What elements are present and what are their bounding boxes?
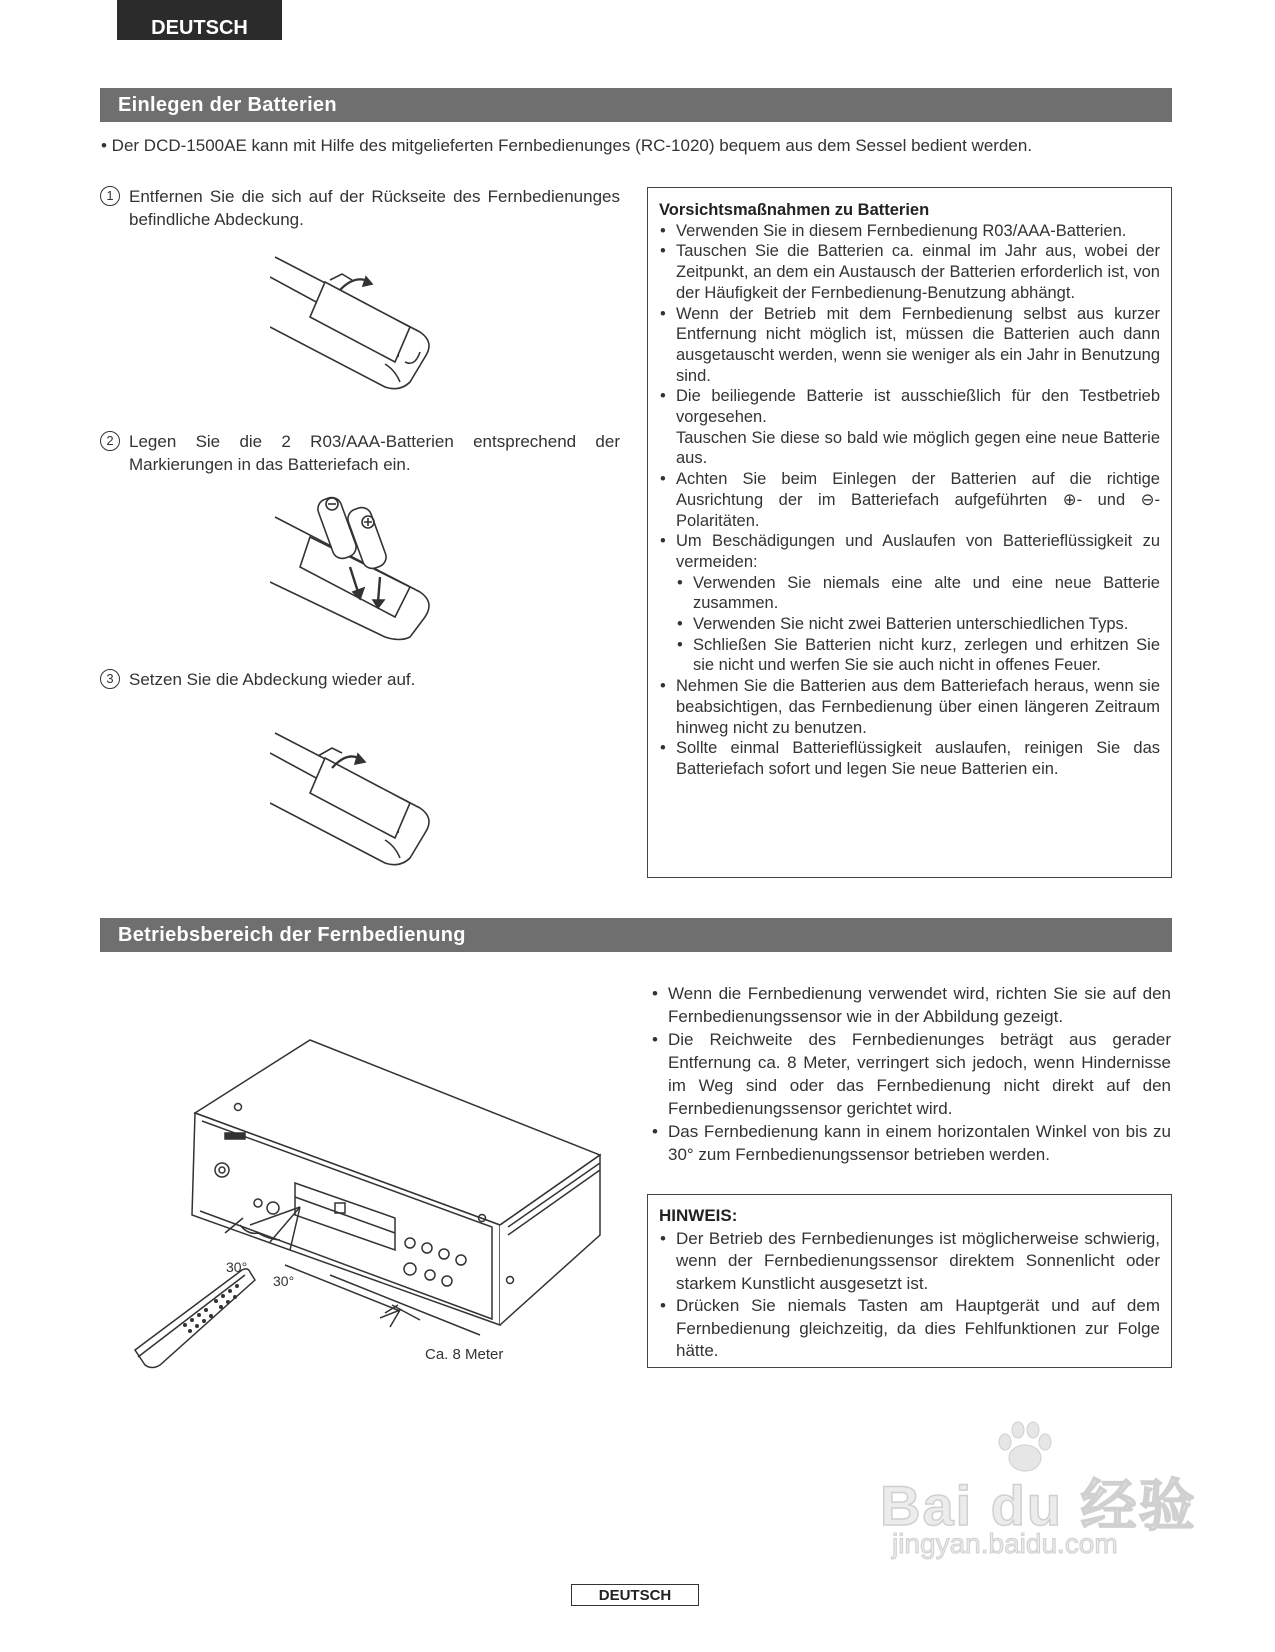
list-item: • Die Reichweite des Fernbedienunges beträgt aus gerader Entfernung ca. 8 Meter, verringert sich jedoch, wenn Hindernisse im Weg sind oder das Fernbedienung nicht direkt auf den Fernbedienungssensor gerichtet wird. [651,1028,1171,1120]
list-subitem: • Schließen Sie Batterien nicht kurz, zerlegen und erhitzen Sie sie nicht und werfen Sie sie auch nicht in offenes Feuer. [676,635,1160,676]
list-item: • Verwenden Sie in diesem Fernbedienung R03/AAA-Batterien. [659,221,1160,242]
battery-precautions-box [647,187,1172,878]
footer-language-tab: DEUTSCH [571,1584,699,1606]
step-text: Legen Sie die 2 R03/AAA-Batterien entsprechend der Markierungen in das Batteriefach ein. [129,432,620,474]
remote-range-bullets [651,982,1171,1166]
section-title-remote-range: Betriebsbereich der Fernbedienung [100,918,1172,952]
step-number: 2 [100,431,120,451]
precautions-sublist [676,573,1160,677]
angle-label-left: 30° [226,1259,248,1275]
list-item: • Tauschen Sie die Batterien ca. einmal im Jahr aus, wobei der Zeitpunkt, an dem ein Austausch der Batterien erforderlich ist, von der Häufigkeit der Fernbedienung-Benutzung abhängt. [659,241,1160,303]
list-subitem: • Verwenden Sie nicht zwei Batterien unterschiedlichen Typs. [676,614,1160,635]
step-2 [100,430,620,476]
step-number: 3 [100,669,120,689]
list-item: • Sollte einmal Batterieflüssigkeit auslaufen, reinigen Sie das Batteriefach sofort und legen Sie neue Batterien ein. [659,738,1160,779]
step-text: Setzen Sie die Abdeckung wieder auf. [129,670,416,689]
list-item: • Wenn die Fernbedienung verwendet wird, richten Sie sie auf den Fernbedienungssensor wie in der Abbildung gezeigt. [651,982,1171,1028]
list-item-text: Die beiliegende Batterie ist ausschießlich für den Testbetrieb vorgesehen. [676,387,1160,427]
list-item: • Nehmen Sie die Batterien aus dem Batteriefach heraus, wenn sie beabsichtigen, das Fernbedienung über einen längeren Zeitraum hinweg nicht zu benutzen. [659,676,1160,738]
angle-label-right: 30° [273,1273,295,1289]
watermark [880,1420,1210,1560]
watermark-brand: Bai du 经验 [880,1474,1197,1537]
language-tab: DEUTSCH [117,0,282,40]
note-box [647,1194,1172,1368]
distance-label: Ca. 8 Meter [425,1346,504,1363]
list-subitem: • Verwenden Sie niemals eine alte und eine neue Batterie zusammen. [676,573,1160,614]
list-item: • Drücken Sie niemals Tasten am Hauptgerät und auf dem Fernbedienung gleichzeitig, da dies Fehlfunktionen zur Folge hätte. [659,1295,1160,1363]
step-text: Entfernen Sie die sich auf der Rückseite des Fernbedienunges befindliche Abdeckung. [129,187,620,229]
intro-text: • Der DCD-1500AE kann mit Hilfe des mitgelieferten Fernbedienunges (RC-1020) bequem aus dem Sessel bedient werden. [101,136,1033,155]
precautions-title: Vorsichtsmaßnahmen zu Batterien [659,201,930,219]
step-number: 1 [100,186,120,206]
battery-insertion-illustration [270,492,440,642]
remote-cover-removal-illustration [270,252,440,402]
list-item: • Achten Sie beim Einlegen der Batterien auf die richtige Ausrichtung der im Batteriefach aufgeführten ⊕- und ⊖-Polaritäten. [659,469,1160,531]
precautions-list-continued [659,676,1160,780]
section-title-batteries: Einlegen der Batterien [100,88,1172,122]
list-item [659,386,1160,469]
remote-range-diagram [130,1035,610,1395]
list-item-extra: Tauschen Sie diese so bald wie möglich gegen eine neue Batterie aus. [676,428,1160,468]
list-item: • Der Betrieb des Fernbedienunges ist möglicherweise schwierig, wenn der Fernbedienungssensor direktem Sonnenlicht oder starkem Kunstlicht ausgesetzt ist. [659,1228,1160,1296]
list-item: • Das Fernbedienung kann in einem horizontalen Winkel von bis zu 30° zum Fernbedienungssensor betrieben werden. [651,1120,1171,1166]
precautions-list [659,221,1160,573]
list-item: • Wenn der Betrieb mit dem Fernbedienung selbst aus kurzer Entfernung nicht möglich ist, müssen die Batterien auch dann ausgetauscht werden, wenn sie weniger als ein Jahr in Benutzung sind. [659,304,1160,387]
step-3 [100,668,620,691]
list-item: • Um Beschädigungen und Auslaufen von Batterieflüssigkeit zu vermeiden: [659,531,1160,572]
step-1 [100,185,620,231]
remote-cover-replace-illustration [270,728,440,878]
watermark-url: jingyan.baidu.com [892,1528,1118,1559]
note-title: HINWEIS: [659,1206,738,1225]
